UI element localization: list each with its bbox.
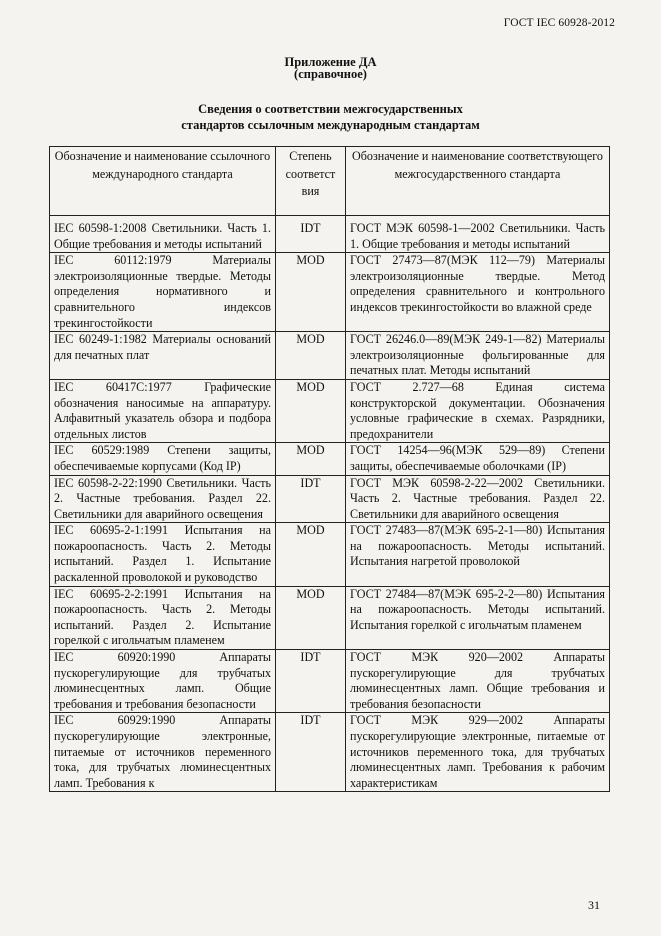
- interstate-standard-cell: ГОСТ МЭК 60598-1—2002 Светильники. Часть 1. Общие требования и методы испытаний: [346, 221, 610, 253]
- interstate-standard-cell: ГОСТ 27484—87(МЭК 695-2-2—80) Испытания на пожароопасность. Методы испытаний. Испытания горелкой с игольчатым пламенем: [346, 586, 610, 649]
- table-row: [50, 586, 610, 649]
- document-code: ГОСТ IEC 60928-2012: [503, 17, 615, 29]
- table-row: [50, 443, 610, 475]
- international-standard-cell: IEC 60920:1990 Аппараты пускорегулирующие для трубчатых люминесцентных ламп. Общие требования и требования безопасности: [50, 650, 276, 713]
- table-header-row: [50, 147, 610, 216]
- interstate-standard-cell: ГОСТ МЭК 60598-2-22—2002 Светильники. Часть 2. Частные требования. Раздел 22. Светильники для аварийного освещения: [346, 475, 610, 523]
- page-number: 31: [588, 898, 600, 912]
- heading-line-1: Сведения о соответствии межгосударственных: [198, 102, 463, 116]
- annex-title: Приложение ДА: [284, 55, 377, 69]
- international-standard-cell: IEC 60695-2-2:1991 Испытания на пожароопасность. Часть 2. Методы испытаний. Раздел 2. Испытание горелкой с игольчатым пламенем: [50, 586, 276, 649]
- degree-cell: MOD: [276, 332, 346, 380]
- header-degree: Степень соответст вия: [276, 147, 346, 216]
- degree-cell: MOD: [276, 523, 346, 586]
- interstate-standard-cell: ГОСТ МЭК 920—2002 Аппараты пускорегулирующие для трубчатых люминесцентных ламп. Общие требования и требования безопасности: [346, 650, 610, 713]
- degree-cell: IDT: [276, 650, 346, 713]
- header-international-standard: Обозначение и наименование ссылочного международного стандарта: [50, 147, 276, 216]
- degree-cell: MOD: [276, 253, 346, 332]
- degree-cell: IDT: [276, 475, 346, 523]
- section-heading: [0, 101, 661, 133]
- table-body: [50, 216, 610, 792]
- annex-block: [0, 56, 661, 80]
- table-row: [50, 523, 610, 586]
- annex-subtitle: (справочное): [294, 67, 367, 81]
- table-row: [50, 253, 610, 332]
- international-standard-cell: IEC 60417C:1977 Графические обозначения наносимые на аппаратуру. Алфавитный указатель обзора и подбора отдельных листов: [50, 379, 276, 442]
- table-row: [50, 221, 610, 253]
- degree-cell: MOD: [276, 443, 346, 475]
- table-row: [50, 332, 610, 380]
- international-standard-cell: IEC 60529:1989 Степени защиты, обеспечиваемые корпусами (Код IP): [50, 443, 276, 475]
- international-standard-cell: IEC 60598-1:2008 Светильники. Часть 1. Общие требования и методы испытаний: [50, 221, 276, 253]
- interstate-standard-cell: ГОСТ МЭК 929—2002 Аппараты пускорегулирующие электронные, питаемые от источников переменного тока, для трубчатых люминесцентных ламп. Требования к рабочим характеристикам: [346, 713, 610, 792]
- table-row: [50, 379, 610, 442]
- international-standard-cell: IEC 60598-2-22:1990 Светильники. Часть 2. Частные требования. Раздел 22. Светильники для аварийного освещения: [50, 475, 276, 523]
- international-standard-cell: IEC 60695-2-1:1991 Испытания на пожароопасность. Часть 2. Методы испытаний. Раздел 1. Испытание раскаленной проволокой и руководство: [50, 523, 276, 586]
- interstate-standard-cell: ГОСТ 14254—96(МЭК 529—89) Степени защиты, обеспечиваемые оболочками (IP): [346, 443, 610, 475]
- degree-cell: MOD: [276, 379, 346, 442]
- interstate-standard-cell: ГОСТ 27473—87(МЭК 112—79) Материалы электроизоляционные твердые. Метод определения сравнительного и контрольного индексов трекингостойкости во влажной среде: [346, 253, 610, 332]
- interstate-standard-cell: ГОСТ 2.727—68 Единая система конструкторской документации. Обозначения условные графические в схемах. Разрядники, предохранители: [346, 379, 610, 442]
- table-row: [50, 475, 610, 523]
- interstate-standard-cell: ГОСТ 27483—87(МЭК 695-2-1—80) Испытания на пожароопасность. Методы испытаний. Испытания нагретой проволокой: [346, 523, 610, 586]
- correspondence-table: [49, 146, 610, 792]
- interstate-standard-cell: ГОСТ 26246.0—89(МЭК 249-1—82) Материалы электроизоляционные фольгированные для печатных плат. Методы испытаний: [346, 332, 610, 380]
- header-interstate-standard: Обозначение и наименование соответствующего межгосударственного стандарта: [346, 147, 610, 216]
- international-standard-cell: IEC 60929:1990 Аппараты пускорегулирующие электронные, питаемые от источников переменного тока, для трубчатых люминесцентных ламп. Требования к: [50, 713, 276, 792]
- degree-cell: MOD: [276, 586, 346, 649]
- international-standard-cell: IEC 60249-1:1982 Материалы оснований для печатных плат: [50, 332, 276, 380]
- heading-line-2: стандартов ссылочным международным стандартам: [181, 118, 480, 132]
- degree-cell: IDT: [276, 221, 346, 253]
- degree-cell: IDT: [276, 713, 346, 792]
- table-row: [50, 650, 610, 713]
- table-row: [50, 713, 610, 792]
- international-standard-cell: IEC 60112:1979 Материалы электроизоляционные твердые. Методы определения нормативного и сравнительного индексов трекингостойкости: [50, 253, 276, 332]
